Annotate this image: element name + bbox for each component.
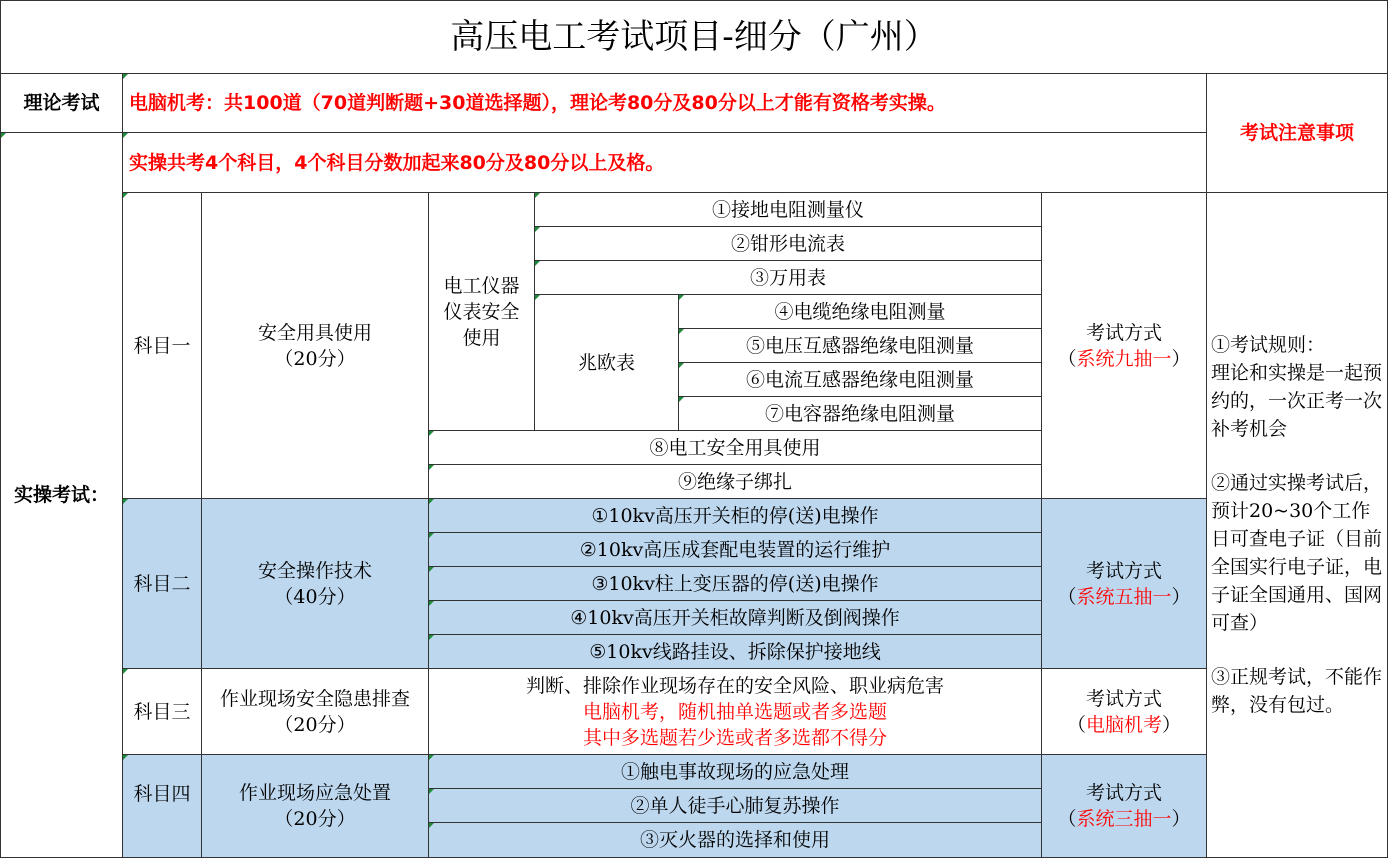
practical-label: 实操考试： xyxy=(0,133,123,858)
subject1-item: ①接地电阻测量仪 xyxy=(535,193,1042,227)
megger-item: ⑦电容器绝缘电阻测量 xyxy=(679,397,1042,431)
megger-item: ④电缆绝缘电阻测量 xyxy=(679,295,1042,329)
subject2-score: （40分） xyxy=(274,585,356,608)
subject2-item: ③10kv柱上变压器的停(送)电操作 xyxy=(429,567,1042,601)
subject1-item: ③万用表 xyxy=(535,261,1042,295)
megger-item: ⑥电流互感器绝缘电阻测量 xyxy=(679,363,1042,397)
theory-description: 电脑机考：共100道（70道判断题+30道选择题），理论考80分及80分以上才能有资格考实操。 xyxy=(123,74,1207,133)
note-rule-title: ①考试规则： xyxy=(1211,334,1326,356)
method-label: 考试方式 xyxy=(1085,321,1162,344)
note-rule-body: 理论和实操是一起预约的，一次正考一次补考机会 xyxy=(1211,362,1383,440)
theory-label: 理论考试 xyxy=(0,74,123,133)
subject1-score: （20分） xyxy=(274,347,356,370)
method-value-line: （系统九抽一） xyxy=(1057,347,1191,370)
subject2-item: ②10kv高压成套配电装置的运行维护 xyxy=(429,533,1042,567)
subject3-method xyxy=(1042,669,1207,755)
subject4-item: ②单人徒手心肺复苏操作 xyxy=(429,789,1042,823)
subject4-item: ①触电事故现场的应急处理 xyxy=(429,755,1042,789)
subject4-score: （20分） xyxy=(274,808,356,830)
subject2-method xyxy=(1042,499,1207,669)
method-value-line: （系统三抽一） xyxy=(1057,808,1191,830)
subject3-content xyxy=(429,669,1042,755)
subject4-topic-name: 作业现场应急处置 xyxy=(238,782,391,804)
subject2-item: ①10kv高压开关柜的停(送)电操作 xyxy=(429,499,1042,533)
method-value-line: （系统五抽一） xyxy=(1057,585,1191,608)
subject3-line: 其中多选题若少选或者多选都不得分 xyxy=(582,726,887,749)
subject3-line: 判断、排除作业现场存在的安全风险、职业病危害 xyxy=(525,674,944,697)
subject1-item: ⑨绝缘子绑扎 xyxy=(429,465,1042,499)
subject2-topic xyxy=(202,499,429,669)
method-value-line: （电脑机考） xyxy=(1066,713,1182,736)
subject3-topic xyxy=(202,669,429,755)
subject3-name: 科目三 xyxy=(123,669,202,755)
subject1-topic xyxy=(202,193,429,499)
subject4-item: ③灭火器的选择和使用 xyxy=(429,823,1042,858)
subject1-item: ②钳形电流表 xyxy=(535,227,1042,261)
method-label: 考试方式 xyxy=(1085,559,1162,582)
megger-item: ⑤电压互感器绝缘电阻测量 xyxy=(679,329,1042,363)
subject3-score: （20分） xyxy=(274,713,356,736)
note-certificate: ②通过实操考试后，预计20~30个工作日可查电子证（目前全国实行电子证，电子证全国通用、国网可查） xyxy=(1211,472,1383,634)
method-label: 考试方式 xyxy=(1085,782,1162,804)
page-title: 高压电工考试项目-细分（广州） xyxy=(0,0,1388,74)
method-label: 考试方式 xyxy=(1085,687,1162,710)
subject3-topic-name: 作业现场安全隐患排查 xyxy=(219,687,410,710)
subject2-name: 科目二 xyxy=(123,499,202,669)
subject2-item: ④10kv高压开关柜故障判断及倒阀操作 xyxy=(429,601,1042,635)
subject4-method xyxy=(1042,755,1207,858)
practical-description: 实操共考4个科目，4个科目分数加起来80分及80分以上及格。 xyxy=(123,133,1207,193)
subject3-line: 电脑机考，随机抽单选题或者多选题 xyxy=(582,700,887,723)
subject1-item: ⑧电工安全用具使用 xyxy=(429,431,1042,465)
subject1-topic-name: 安全用具使用 xyxy=(257,321,372,344)
subject1-method xyxy=(1042,193,1207,499)
subject1-instrument-group: 电工仪器仪表安全使用 xyxy=(429,193,535,431)
subject2-item: ⑤10kv线路挂设、拆除保护接地线 xyxy=(429,635,1042,669)
note-honesty: ③正规考试，不能作弊，没有包过。 xyxy=(1211,666,1383,716)
subject4-name: 科目四 xyxy=(123,755,202,858)
subject4-topic xyxy=(202,755,429,858)
notes-header: 考试注意事项 xyxy=(1207,74,1388,193)
notes-body xyxy=(1207,193,1388,858)
subject1-name: 科目一 xyxy=(123,193,202,499)
megger-label: 兆欧表 xyxy=(535,295,679,431)
subject2-topic-name: 安全操作技术 xyxy=(257,559,372,582)
